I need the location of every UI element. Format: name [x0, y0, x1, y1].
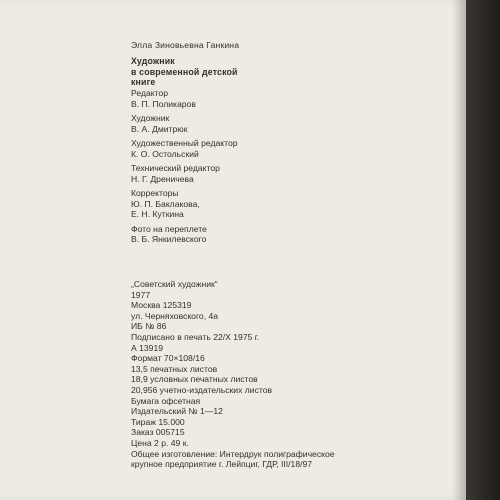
imprint-line: Заказ 005715: [131, 427, 185, 438]
imprint-line: 13,5 печатных листов: [131, 363, 218, 374]
title-line: книге: [131, 77, 156, 87]
imprint-line: 1977: [131, 289, 151, 300]
imprint-line: Цена 2 р. 49 к.: [131, 437, 189, 448]
credit-art-editor: [131, 138, 238, 159]
imprint-line: Издательский № 1—12: [131, 406, 223, 417]
credit-person: В. П. Поликаров: [131, 98, 196, 109]
imprint-line: крупное предприятие г. Лейпциг, ГДР, III/18/97: [131, 459, 313, 470]
imprint-line: Общее изготовление: Интердрук полиграфическое: [131, 448, 335, 459]
imprint-line: ИБ № 86: [131, 321, 167, 332]
credit-role: Художественный редактор: [131, 138, 238, 148]
book-edge: [466, 0, 500, 500]
imprint-line: А 13919: [131, 342, 164, 353]
imprint-line: „Советский художник“: [131, 279, 218, 289]
credit-role: Фото на переплете: [131, 223, 207, 234]
page-gutter-shadow: [452, 0, 466, 500]
credit-role: Корректоры: [131, 188, 179, 198]
author-name: Элла Зиновьевна Ганкина: [131, 40, 240, 50]
imprint-line: 20,956 учетно-издательских листов: [131, 384, 273, 395]
credit-editor: [131, 88, 238, 109]
credit-role: Редактор: [131, 88, 168, 98]
imprint-line: Формат 70×108/16: [131, 353, 205, 364]
credit-person: Ю. П. Баклакова,: [131, 198, 200, 209]
credit-person: К. О. Остольский: [131, 148, 199, 159]
imprint-line: Подписано в печать 22/X 1975 г.: [131, 331, 260, 342]
imprint-line: Тираж 15.000: [131, 416, 185, 427]
credit-cover-photo: [131, 224, 238, 245]
imprint-line: 18,9 условных печатных листов: [131, 374, 258, 385]
credit-role: Художник: [131, 113, 170, 123]
credit-person: В. А. Дмитрюк: [131, 123, 188, 134]
title-line: Художник: [131, 56, 175, 66]
imprint-line: ул. Черняховского, 4а: [131, 310, 219, 321]
credit-role: Технический редактор: [131, 163, 220, 173]
credit-proofreaders: [131, 188, 238, 220]
book-title: [131, 56, 238, 88]
credit-person: В. Б. Янкилевского: [131, 234, 207, 244]
imprint-block: [131, 279, 335, 470]
imprint-line: Москва 125319: [131, 300, 192, 311]
credit-artist: [131, 113, 238, 134]
credit-person: Е. Н. Куткина: [131, 209, 184, 219]
credit-person: Н. Г. Дреничева: [131, 173, 194, 184]
credit-tech-editor: [131, 163, 238, 184]
imprint-line: Бумага офсетная: [131, 395, 201, 406]
credits-list: [131, 88, 238, 249]
title-line: в современной детской: [131, 66, 238, 77]
